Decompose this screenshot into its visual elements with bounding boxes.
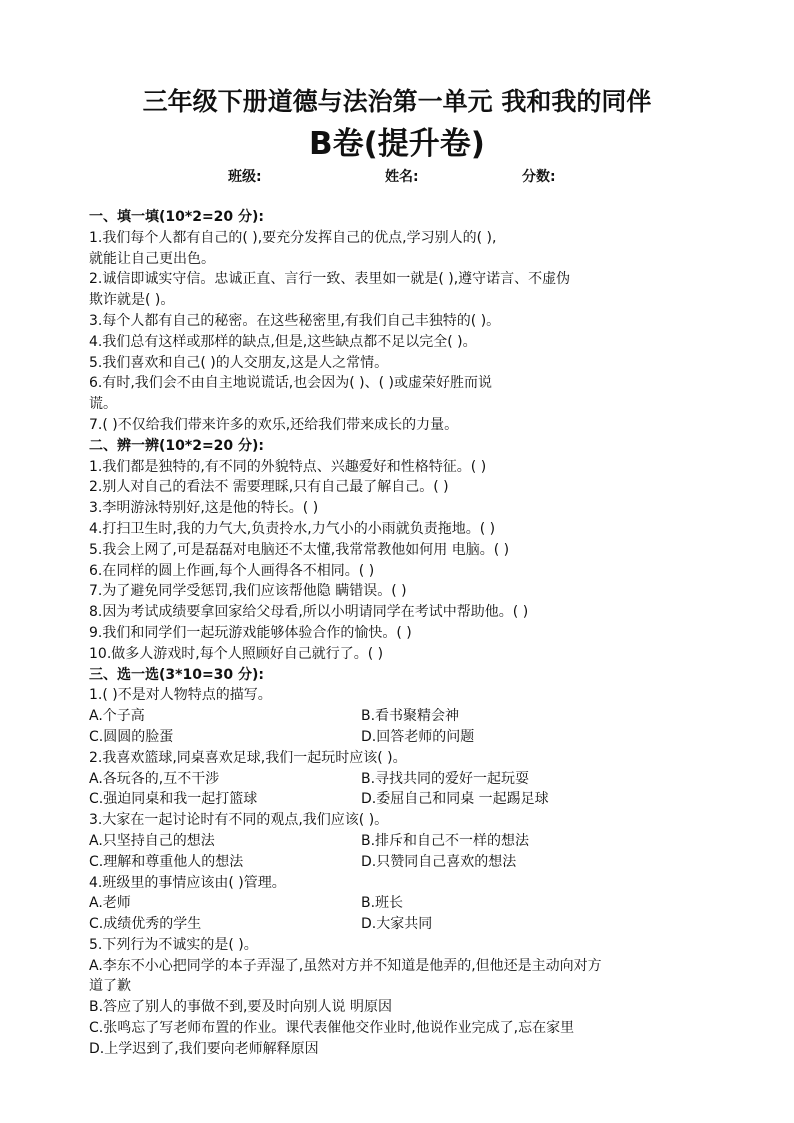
option-a: A.个子高 [89, 708, 145, 725]
option-b: B.排斥和自己不一样的想法 [361, 832, 530, 849]
option-d: D.只赞同自己喜欢的想法 [361, 853, 517, 870]
options-row [89, 831, 711, 852]
q5-option-line: B.答应了别人的事做不到,要及时向别人说 明原因 [89, 999, 392, 1016]
option-d: D.回答老师的问题 [361, 728, 475, 745]
q5-option-line: C.张鸣忘了写老师布置的作业。课代表催他交作业时,他说作业完成了,忘在家里 [89, 1020, 575, 1037]
option-c: C.圆圆的脸蛋 [89, 728, 174, 745]
judge-item: 5.我会上网了,可是磊磊对电脑还不太懂,我常常教他如何用 电脑。( ) [89, 541, 510, 558]
fill-in-line: 谎。 [89, 396, 117, 413]
question-4: 4.班级里的事情应该由( )管理。 [89, 874, 286, 891]
fill-in-line: 6.有时,我们会不由自主地说谎话,也会因为( )、( )或虚荣好胜而说 [89, 375, 493, 392]
page-subtitle: B卷(提升卷) [309, 126, 485, 162]
question-1: 1.( )不是对人物特点的描写。 [89, 687, 272, 704]
judge-item: 8.因为考试成绩要拿回家给父母看,所以小明请同学在考试中帮助他。( ) [89, 604, 529, 621]
option-d: D.大家共同 [361, 916, 433, 933]
fill-in-line: 4.我们总有这样或那样的缺点,但是,这些缺点都不足以完全( )。 [89, 333, 477, 350]
fill-in-line: 就能让自己更出色。 [89, 250, 215, 267]
judge-item: 3.李明游泳特别好,这是他的特长。( ) [89, 500, 319, 517]
options-row [89, 893, 711, 914]
section-heading-choose: 三、选一选(3*10=30 分): [89, 666, 265, 683]
question-3: 3.大家在一起讨论时有不同的观点,我们应该( )。 [89, 812, 389, 829]
score-label: 分数: [522, 169, 556, 185]
fill-in-line: 5.我们喜欢和自己( )的人交朋友,这是人之常情。 [89, 354, 389, 371]
q5-option-line: A.李东不小心把同学的本子弄湿了,虽然对方并不知道是他弄的,但他还是主动向对方 [89, 957, 602, 974]
judge-item: 7.为了避免同学受惩罚,我们应该帮他隐 瞒错误。( ) [89, 583, 407, 600]
options-row [89, 706, 711, 727]
name-label: 姓名: [385, 169, 419, 185]
option-b: B.班长 [361, 895, 404, 912]
option-c: C.强迫同桌和我一起打篮球 [89, 791, 258, 808]
section-heading-fill-in: 一、填一填(10*2=20 分): [89, 209, 265, 225]
page-title: 三年级下册道德与法治第一单元 我和我的同伴 [142, 87, 652, 116]
section-heading-judge: 二、辨一辨(10*2=20 分): [89, 437, 265, 454]
judge-item: 9.我们和同学们一起玩游戏能够体验合作的愉快。( ) [89, 624, 412, 641]
option-c: C.理解和尊重他人的想法 [89, 853, 244, 870]
options-row [89, 914, 711, 935]
judge-item: 1.我们都是独特的,有不同的外貌特点、兴趣爱好和性格特征。( ) [89, 458, 487, 475]
options-row [89, 769, 711, 790]
option-b: B.看书聚精会神 [361, 708, 460, 725]
fill-in-line: 7.( )不仅给我们带来许多的欢乐,还给我们带来成长的力量。 [89, 416, 459, 433]
q5-option-line: 道了歉 [89, 978, 131, 995]
judge-item: 6.在同样的圆上作画,每个人画得各不相同。( ) [89, 562, 375, 579]
question-2: 2.我喜欢篮球,同桌喜欢足球,我们一起玩时应该( )。 [89, 749, 407, 766]
judge-item: 10.做多人游戏时,每个人照顾好自己就行了。( ) [89, 645, 384, 662]
options-row [89, 789, 711, 810]
option-d: D.委屈自己和同桌 一起踢足球 [361, 791, 549, 808]
option-a: A.老师 [89, 895, 131, 912]
options-row [89, 852, 711, 873]
question-5: 5.下列行为不诚实的是( )。 [89, 936, 258, 953]
judge-item: 2.别人对自己的看法不 需要理睬,只有自己最了解自己。( ) [89, 479, 449, 496]
fill-in-line: 2.诚信即诚实守信。忠诚正直、言行一致、表里如一就是( ),遵守诺言、不虚伪 [89, 271, 571, 288]
options-row [89, 727, 711, 748]
fill-in-line: 1.我们每个人都有自己的( ),要充分发挥自己的优点,学习别人的( ), [89, 229, 497, 246]
option-c: C.成绩优秀的学生 [89, 916, 202, 933]
option-b: B.寻找共同的爱好一起玩耍 [361, 770, 530, 787]
worksheet-content [89, 207, 711, 1060]
judge-item: 4.打扫卫生时,我的力气大,负责拎水,力气小的小雨就负责拖地。( ) [89, 520, 496, 537]
fill-in-line: 欺诈就是( )。 [89, 292, 175, 309]
class-label: 班级: [228, 169, 262, 185]
fill-in-line: 3.每个人都有自己的秘密。在这些秘密里,有我们自己丰独特的( )。 [89, 312, 501, 329]
option-a: A.只坚持自己的想法 [89, 832, 215, 849]
q5-option-line: D.上学迟到了,我们要向老师解释原因 [89, 1040, 319, 1057]
option-a: A.各玩各的,互不干涉 [89, 770, 220, 787]
